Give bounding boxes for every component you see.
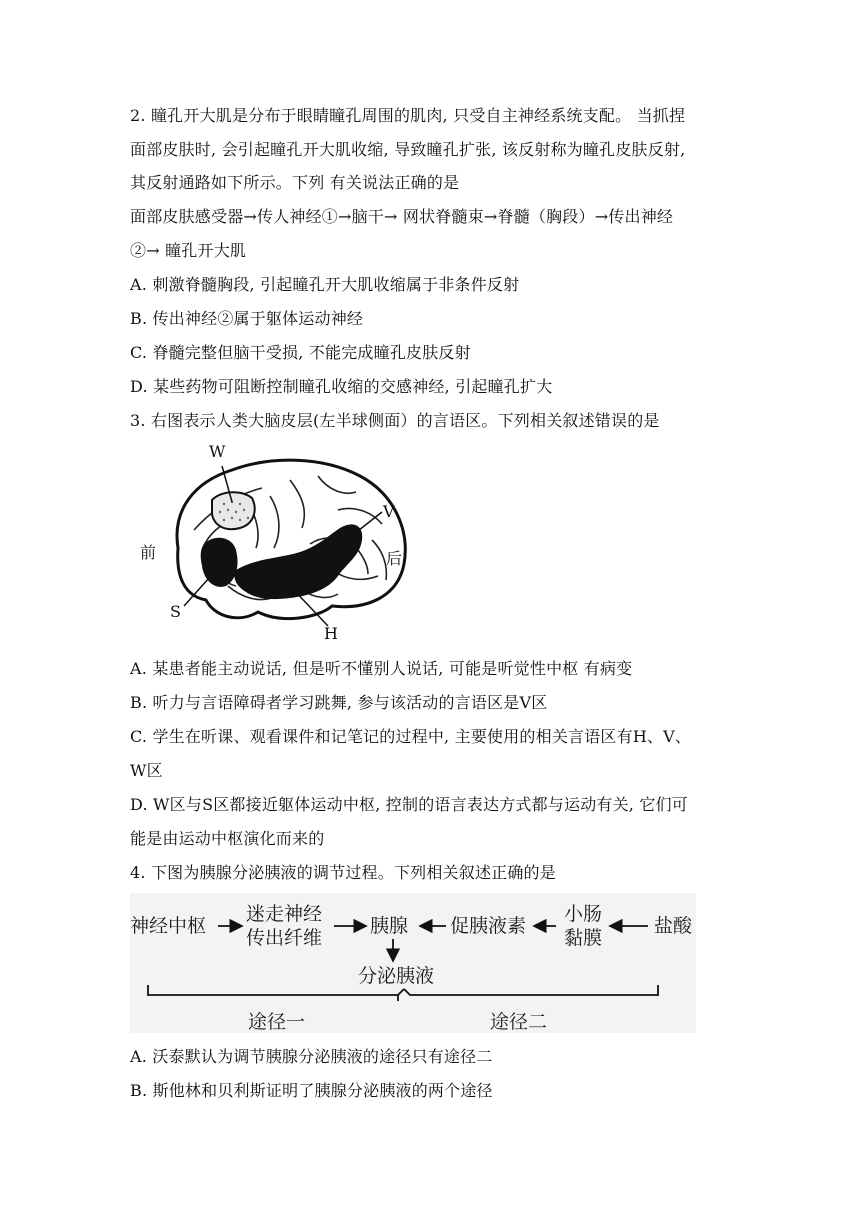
q2-stem-line-2: 面部皮肤时, 会引起瞳孔开大肌收缩, 导致瞳孔扩张, 该反射称为瞳孔皮肤反射, (130, 140, 686, 159)
label-w: W (209, 442, 226, 461)
label-front: 前 (140, 543, 157, 562)
label-v: V (383, 502, 395, 521)
q2-stem-line-3: 其反射通路如下所示。下列 有关说法正确的是 (130, 173, 460, 192)
q2-option-c: C. 脊髓完整但脑干受损, 不能完成瞳孔皮肤反射 (130, 343, 471, 362)
label-path-2: 途径二 (490, 1011, 548, 1033)
node-nerve-center: 神经中枢 (130, 915, 207, 937)
node-mucosa-line-2: 黏膜 (564, 927, 603, 949)
label-back: 后 (386, 549, 403, 568)
q4-option-a: A. 沃泰默认为调节胰腺分泌胰液的途径只有途径二 (130, 1047, 493, 1066)
q2-reflex-pathway-line-1: 面部皮肤感受器→传人神经①→脑干→ 网状脊髓束→脊髓（胸段）→传出神经 (130, 207, 674, 226)
q4-option-b: B. 斯他林和贝利斯证明了胰腺分泌胰液的两个途径 (130, 1081, 493, 1100)
brace-path2 (404, 985, 658, 995)
node-vagus-line-2: 传出纤维 (246, 927, 323, 949)
q2-stem-line-1: 2. 瞳孔开大肌是分布于眼睛瞳孔周围的肌肉, 只受自主神经系统支配。 当抓捏 (130, 106, 686, 125)
q2-option-a: A. 刺激脊髓胸段, 引起瞳孔开大肌收缩属于非条件反射 (130, 275, 520, 294)
flow-arrows (130, 893, 696, 1033)
q3-option-d-line-2: 能是由运动中枢演化而来的 (130, 829, 325, 848)
node-vagus-line-1: 迷走神经 (246, 903, 323, 925)
brain-language-area-figure (132, 440, 414, 646)
label-path-1: 途径一 (248, 1011, 306, 1033)
q4-stem: 4. 下图为胰腺分泌胰液的调节过程。下列相关叙述正确的是 (130, 863, 556, 882)
q3-option-d-line-1: D. W区与S区都接近躯体运动中枢, 控制的语言表达方式都与运动有关, 它们可 (130, 795, 688, 814)
label-s: S (170, 602, 181, 621)
node-mucosa-line-1: 小肠 (564, 903, 603, 925)
q2-option-b: B. 传出神经②属于躯体运动神经 (130, 309, 364, 328)
node-hydrochloric-acid: 盐酸 (654, 915, 693, 937)
q3-stem: 3. 右图表示人类大脑皮层(左半球侧面）的言语区。下列相关叙述错误的是 (130, 411, 660, 430)
q3-option-c-line-1: C. 学生在听课、观看课件和记笔记的过程中, 主要使用的相关言语区有H、V、 (130, 727, 692, 746)
label-h: H (324, 624, 338, 643)
w-area (212, 492, 255, 529)
brace-path1 (148, 985, 404, 1001)
q2-reflex-pathway-line-2: ②→ 瞳孔开大肌 (130, 241, 247, 260)
q3-option-c-line-2: W区 (130, 761, 163, 780)
q3-option-a: A. 某患者能主动说话, 但是听不懂别人说话, 可能是听觉性中枢 有病变 (130, 659, 633, 678)
q2-option-d: D. 某些药物可阻断控制瞳孔收缩的交感神经, 引起瞳孔扩大 (130, 377, 553, 396)
node-secretin: 促胰液素 (450, 915, 527, 937)
node-pancreas: 胰腺 (370, 915, 409, 937)
node-pancreatic-secretion: 分泌胰液 (358, 965, 435, 987)
pancreas-regulation-figure (130, 893, 696, 1033)
q3-option-b: B. 听力与言语障碍者学习跳舞, 参与该活动的言语区是V区 (130, 693, 548, 712)
